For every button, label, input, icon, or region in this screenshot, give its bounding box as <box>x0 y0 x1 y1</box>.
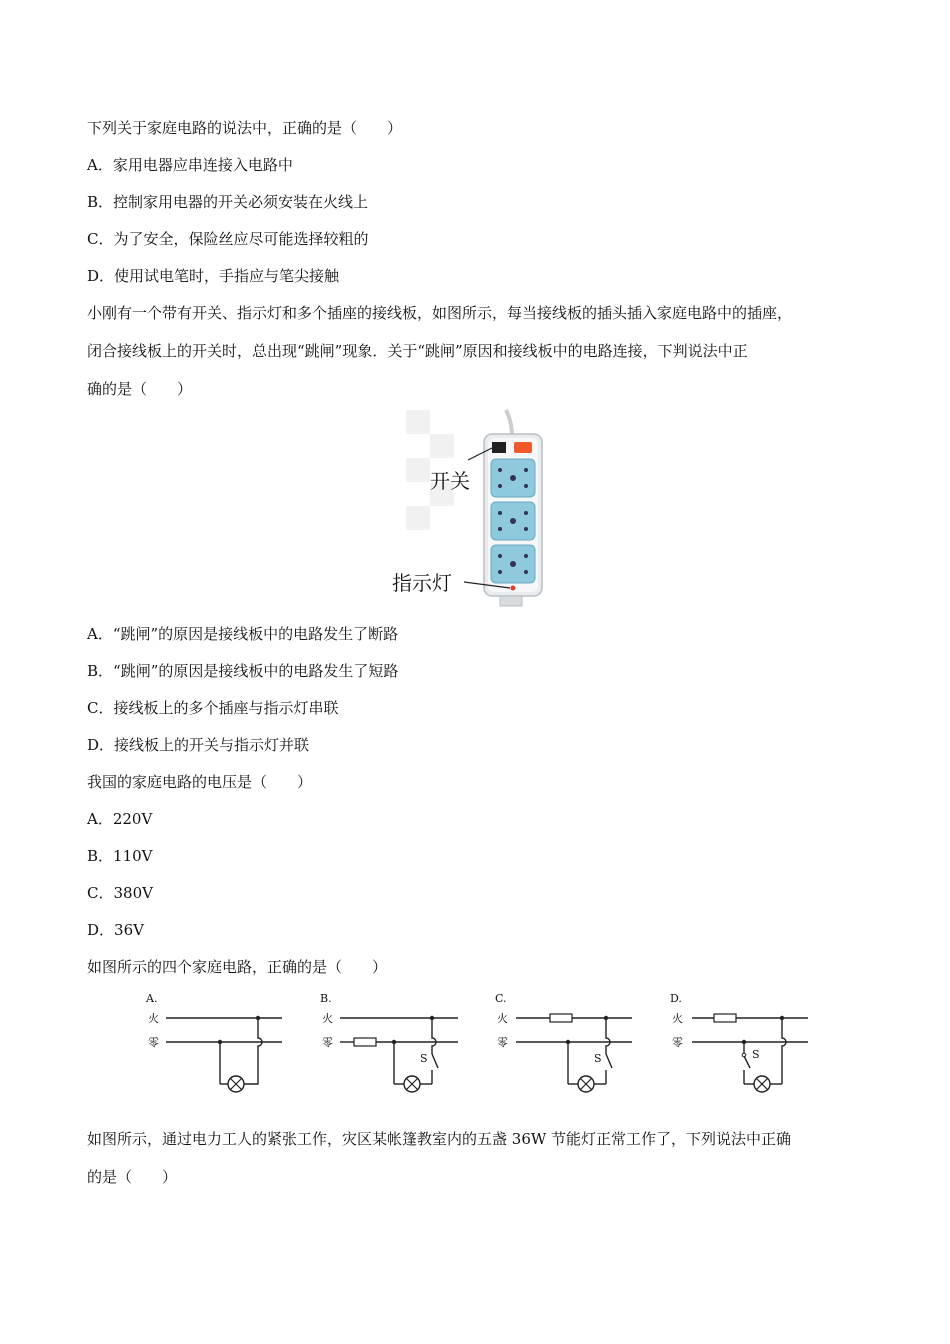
circuit-b-live-label: 火 <box>322 1012 333 1025</box>
circuit-b-letter: B. <box>320 992 332 1005</box>
circuit-c-neutral-label: 零 <box>497 1036 508 1049</box>
switch-s-icon <box>432 1054 438 1068</box>
circuit-b <box>320 992 458 1092</box>
q2-option-b: B．“跳闸”的原因是接线板中的电路发生了短路 <box>87 662 399 680</box>
circuit-d-live-label: 火 <box>672 1012 683 1025</box>
q1-option-b: B．控制家用电器的开关必须安装在火线上 <box>87 193 369 211</box>
q5-stem-line1: 如图所示，通过电力工人的紧张工作，灾区某帐篷教室内的五盏 36W 节能灯正常工作了，下列说法中正确 <box>87 1130 792 1148</box>
q4-stem: 如图所示的四个家庭电路，正确的是（ ） <box>87 958 388 976</box>
q3-option-c: C．380V <box>87 884 153 902</box>
q2-option-a: A．“跳闸”的原因是接线板中的电路发生了断路 <box>87 625 399 643</box>
q3-option-a: A．220V <box>87 810 153 828</box>
circuit-a <box>145 992 282 1092</box>
q1-option-d: D．使用试电笔时，手指应与笔尖接触 <box>87 267 340 285</box>
circuit-c-switch-label: S <box>594 1052 602 1065</box>
q2-stem-line2: 闭合接线板上的开关时，总出现“跳闸”现象．关于“跳闸”原因和接线板中的电路连接，下判说法中正 <box>87 342 748 360</box>
switch-label: 开关 <box>430 469 470 493</box>
circuit-d-letter: D. <box>670 992 682 1005</box>
circuit-d-neutral-label: 零 <box>672 1036 683 1049</box>
q2-stem-line1: 小刚有一个带有开关、指示灯和多个插座的接线板，如图所示，每当接线板的插头插入家庭电路中的插座， <box>87 304 793 322</box>
q2-option-c: C．接线板上的多个插座与指示灯串联 <box>87 699 339 717</box>
q3-option-b: B．110V <box>87 847 153 865</box>
circuit-d-switch-label: S <box>752 1048 760 1061</box>
q1-option-a: A．家用电器应串连接入电路中 <box>87 156 293 174</box>
circuit-b-neutral-label: 零 <box>322 1036 333 1049</box>
q1-option-c: C．为了安全，保险丝应尽可能选择较粗的 <box>87 230 369 248</box>
circuit-a-letter: A. <box>146 992 158 1005</box>
circuit-a-neutral-label: 零 <box>148 1036 159 1049</box>
circuit-c-letter: C. <box>495 992 507 1005</box>
q1-stem: 下列关于家庭电路的说法中，正确的是（ ） <box>87 119 403 137</box>
q3-stem: 我国的家庭电路的电压是（ ） <box>87 773 313 791</box>
power-strip-figure <box>388 408 578 610</box>
q2-stem-line3: 确的是（ ） <box>87 380 193 398</box>
circuit-a-live-label: 火 <box>148 1012 159 1025</box>
circuit-b-switch-label: S <box>420 1052 428 1065</box>
circuit-c <box>495 992 632 1092</box>
fuse-icon <box>354 1038 376 1046</box>
q2-option-d: D．接线板上的开关与指示灯并联 <box>87 736 310 754</box>
q3-option-d: D．36V <box>87 921 144 939</box>
indicator-label: 指示灯 <box>392 571 452 595</box>
socket-2 <box>491 502 535 540</box>
circuits-figure <box>140 988 820 1093</box>
socket-1 <box>491 459 535 497</box>
indicator-light-icon <box>511 586 516 591</box>
circuit-c-live-label: 火 <box>497 1012 508 1025</box>
q5-stem-line2: 的是（ ） <box>87 1168 178 1186</box>
socket-3 <box>491 545 535 583</box>
circuit-d <box>670 992 808 1092</box>
switch-icon <box>492 442 506 453</box>
